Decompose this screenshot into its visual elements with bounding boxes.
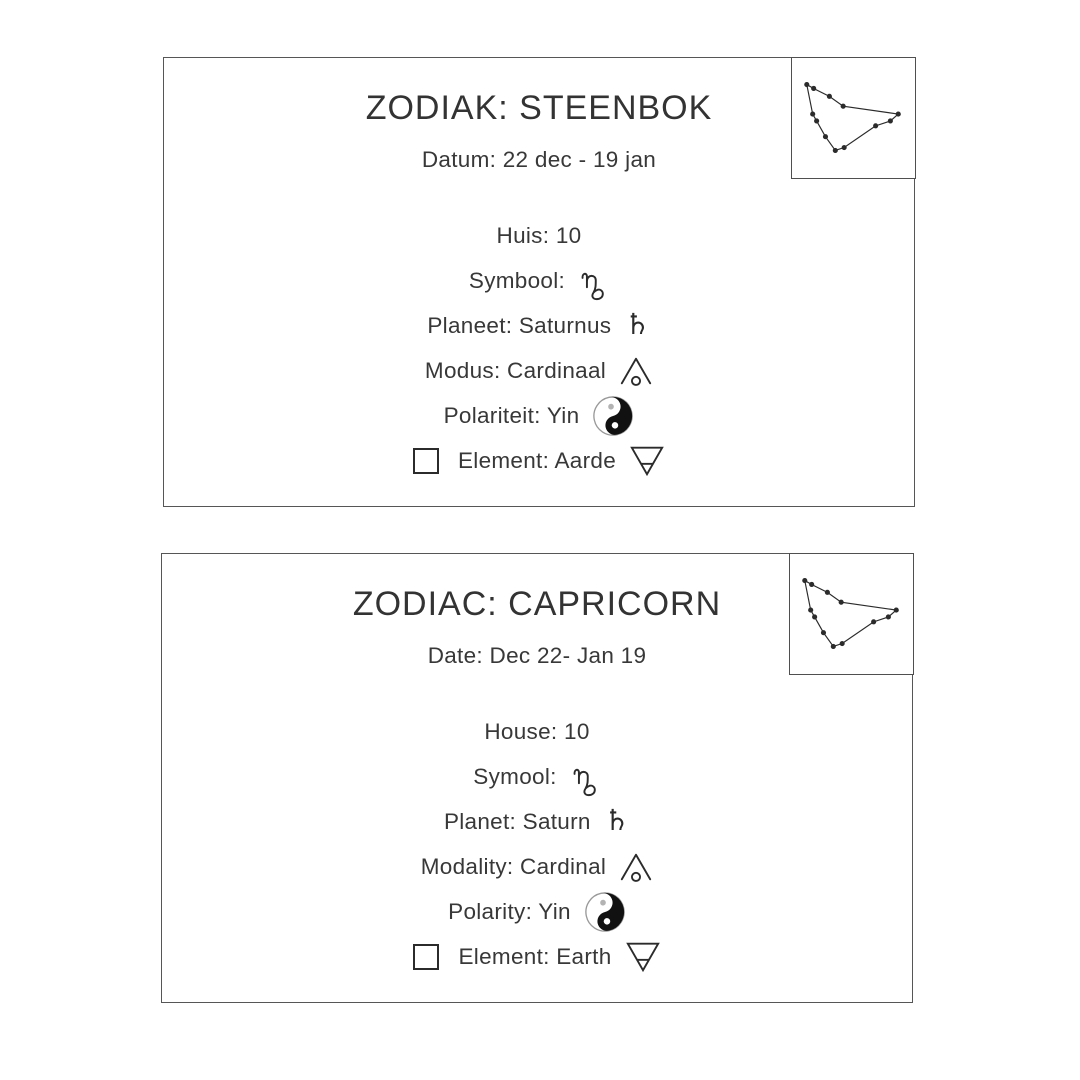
modality-row <box>164 354 914 388</box>
modality-row <box>162 850 912 884</box>
house-row <box>164 219 914 253</box>
element-row <box>162 940 912 974</box>
capricorn-constellation-image <box>790 554 913 674</box>
saturn-symbol-icon: ♄ <box>624 307 651 341</box>
capricorn-constellation-image <box>792 58 915 178</box>
polarity-row <box>164 399 914 433</box>
planet-row <box>164 309 914 343</box>
planet-label: Planet: Saturn <box>443 809 591 834</box>
modality-label: Modality: Cardinal <box>420 854 607 879</box>
zodiac-card-dutch <box>163 57 915 507</box>
zodiac-card-english <box>161 553 913 1003</box>
constellation-box <box>791 57 916 179</box>
cardinal-modality-icon <box>619 353 653 389</box>
element-checkbox[interactable] <box>413 448 439 474</box>
symbol-label: Symool: <box>473 764 557 789</box>
constellation-box <box>789 553 914 675</box>
planet-label: Planeet: Saturnus <box>427 313 612 338</box>
cardinal-modality-icon <box>619 849 653 885</box>
saturn-symbol-icon: ♄ <box>603 803 631 837</box>
capricorn-symbol-icon <box>571 763 601 799</box>
symbol-row <box>164 264 914 298</box>
yin-yang-icon <box>592 395 634 437</box>
symbol-label: Symbool: <box>468 268 566 293</box>
card-date: Date: Dec 22- Jan 19 <box>427 643 647 668</box>
symbol-row <box>162 760 912 794</box>
yin-yang-icon <box>584 891 626 933</box>
house-row <box>162 715 912 749</box>
house-label: Huis: 10 <box>496 223 582 248</box>
card-title: ZODIAC: CAPRICORN <box>352 585 722 623</box>
house-label: House: 10 <box>484 719 590 744</box>
card-title: ZODIAK: STEENBOK <box>365 89 713 127</box>
polarity-label: Polariteit: Yin <box>443 403 580 428</box>
element-label: Element: Aarde <box>457 448 617 473</box>
element-row <box>164 444 914 478</box>
capricorn-symbol-icon <box>579 267 609 303</box>
card-date: Datum: 22 dec - 19 jan <box>421 147 657 172</box>
planet-row <box>162 805 912 839</box>
element-checkbox[interactable] <box>413 944 439 970</box>
modality-label: Modus: Cardinaal <box>424 358 607 383</box>
polarity-row <box>162 895 912 929</box>
earth-element-icon <box>625 939 661 975</box>
earth-element-icon <box>629 443 665 479</box>
element-label: Element: Earth <box>458 944 612 969</box>
polarity-label: Polarity: Yin <box>448 899 571 924</box>
